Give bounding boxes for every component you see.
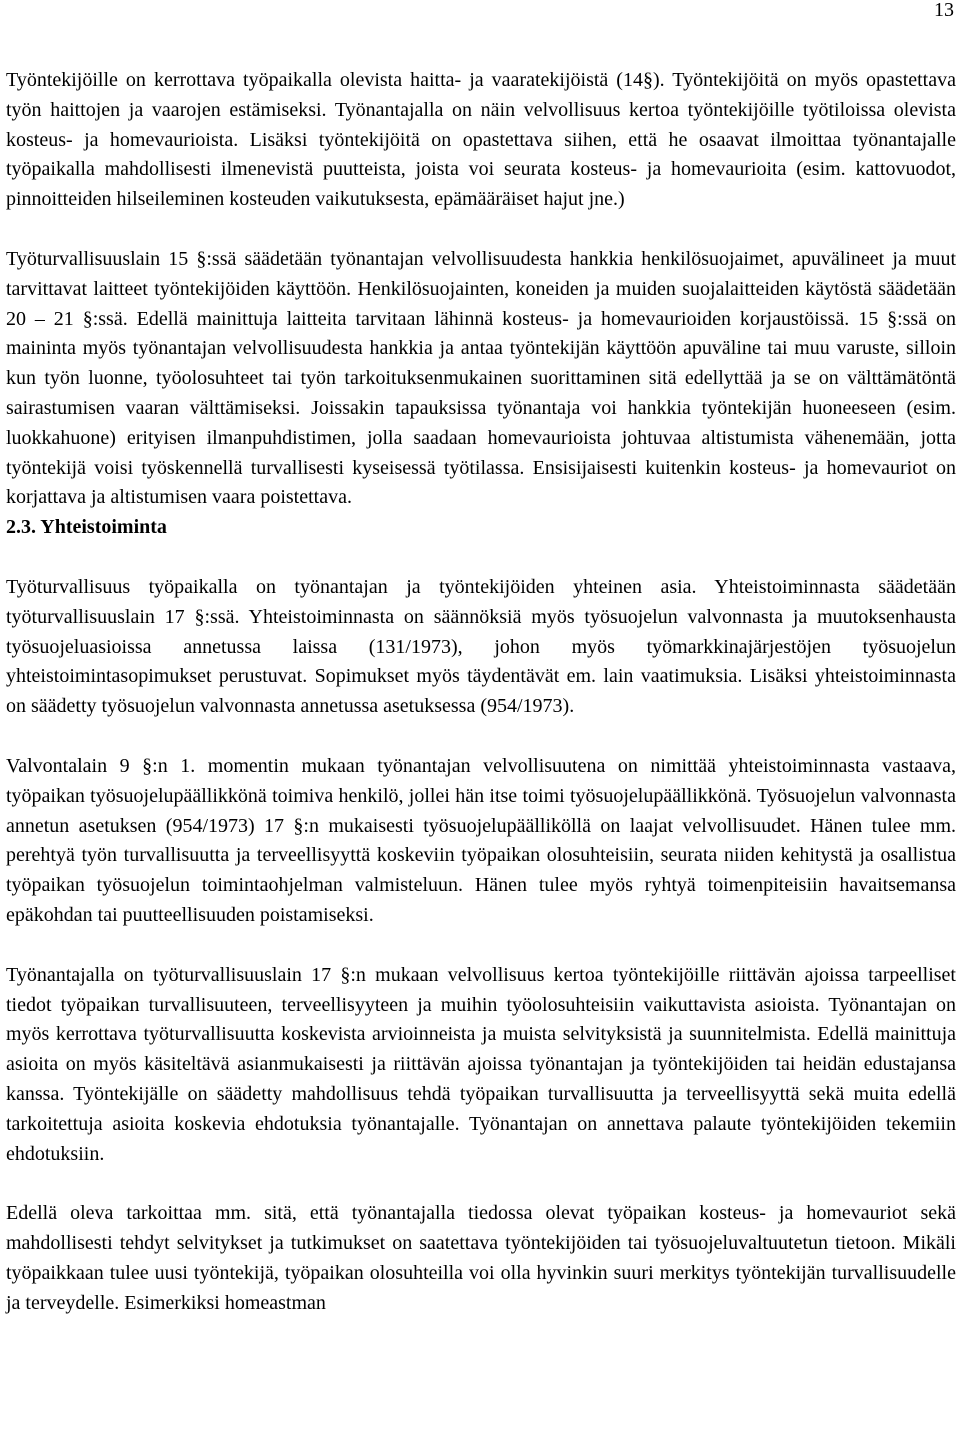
- page-number: 13: [934, 0, 954, 21]
- section-heading: 2.3. Yhteistoiminta: [6, 516, 167, 539]
- paragraph-protective-equipment-text: Työturvallisuuslain 15 §:ssä säädetään työnantajan velvollisuudesta hankkia henkilösuojaimet, apuvälineet ja muut tarvittavat laitteet työntekijöiden käyttöön. Henkilösuojainten, koneiden ja muiden suojalaitteiden käytöstä säädetään 20 – 21 §:ssä. Edellä mainittuja laitteita tarvitaan lähinnä kosteus- ja homevaurioiden korjaustöissä. 15 §:ssä on maininta myös työnantajan velvollisuudesta hankkia ja antaa työntekijän käyttöön apuväline tai muu varuste, silloin kun työn luonne, työolosuhteet tai työn tarkoituksenmukainen suorittaminen sitä edellyttää ja se on välttämätöntä sairastumisen vaaran välttämiseksi. Joissakin tapauksissa työnantaja voi hankkia työntekijän huoneeseen (esim. luokkahuone) erityisen ilmanpuhdistimen, jolla saadaan homevaurioista johtuvaa altistumista vähenemään, jotta työntekijä voisi työskennellä turvallisesti kyseisessä työtilassa. Ensisijaisesti kuitenkin kosteus- ja homevauriot on korjattava ja altistumisen vaara poistettava.: [6, 247, 956, 509]
- paragraph-employer-information-duty: [6, 961, 956, 1170]
- document-body: [6, 66, 956, 1318]
- paragraph-damage-disclosure: [6, 1199, 956, 1318]
- paragraph-hazard-information: [6, 66, 956, 215]
- paragraph-damage-disclosure-text: Edellä oleva tarkoittaa mm. sitä, että työnantajalla tiedossa olevat työpaikan kosteus- ja homevauriot sekä mahdollisesti tehdyt selvitykset ja tutkimukset on saatettava työntekijöiden tai työsuojeluvaltuutetun tietoon. Mikäli työpaikkaan tulee uusi työntekijä, työpaikan olosuhteilla voi olla hyvinkin suuri merkitys työntekijän turvallisuudelle ja terveydelle. Esimerkiksi homeastman: [6, 1202, 956, 1314]
- paragraph-safety-manager-text: Valvontalain 9 §:n 1. momentin mukaan työnantajan velvollisuutena on nimittää yhteistoiminnasta vastaava, työpaikan työsuojelupäällikkönä toimiva henkilö, jollei hän itse toimi työsuojelupäällikkönä. Työsuojelun valvonnasta annetun asetuksen (954/1973) 17 §:n mukaisesti työsuojelupäälliköllä on laajat velvollisuudet. Hänen tulee mm. perehtyä työn turvallisuutta ja terveellisyyttä koskeviin työpaikan olosuhteisiin, seurata niiden kehitystä ja osallistua työpaikan työsuojelun toimintaohjelman valmisteluun. Hänen tulee myös ryhtyä toimenpiteisiin havaitsemansa epäkohdan tai puutteellisuuden poistamiseksi.: [6, 754, 956, 926]
- paragraph-cooperation-text: Työturvallisuus työpaikalla on työnantajan ja työntekijöiden yhteinen asia. Yhteistoiminnasta säädetään työturvallisuuslain 17 §:ssä. Yhteistoiminnasta on säännöksiä myös työsuojelun valvonnasta ja muutoksenhausta työsuojeluasioissa annetussa laissa (131/1973), johon myös työmarkkinajärjestöjen työsuojelun yhteistoimintasopimukset perustuvat. Sopimukset myös täydentävät em. lain vaatimuksia. Lisäksi yhteistoiminnasta on säädetty työsuojelun valvonnasta annetussa asetuksessa (954/1973).: [6, 575, 956, 718]
- paragraph-safety-manager: [6, 752, 956, 931]
- paragraph-hazard-information-text: Työntekijöille on kerrottava työpaikalla olevista haitta- ja vaaratekijöistä (14§). Työntekijöitä on myös opastettava työn haittojen ja vaarojen estämiseksi. Työnantajalla on näin velvollisuus kertoa työntekijöille työtiloissa olevista kosteus- ja homevaurioista. Lisäksi työntekijöitä on opastettava siihen, että he osaavat ilmoittaa työnantajalle työpaikalla mahdollisesti ilmenevistä puutteista, joista voi seurata kosteus- ja homevaurioita (esim. kattovuodot, pinnoitteiden hilseileminen kosteuden vaikutuksesta, epämääräiset hajut jne.): [6, 69, 956, 211]
- paragraph-protective-equipment: [6, 245, 956, 513]
- paragraph-cooperation: [6, 573, 956, 722]
- paragraph-employer-information-duty-text: Työnantajalla on työturvallisuuslain 17 §:n mukaan velvollisuus kertoa työntekijöille riittävän ajoissa tarpeelliset tiedot työpaikan turvallisuuteen, terveellisyyteen ja muihin työolosuhteisiin vaikuttavista asioista. Työnantajan on myös kerrottava työturvallisuutta koskevista arvioinneista ja muista selvityksistä ja suunnitelmista. Edellä mainittuja asioita on myös käsiteltävä asianmukaisesti ja riittävän ajoissa työnantajan ja työntekijöiden tai heidän edustajansa kanssa. Työntekijälle on säädetty mahdollisuus tehdä työpaikan turvallisuutta ja terveellisyyttä sekä muita edellä tarkoitettuja asioita koskevia ehdotuksia työnantajalle. Työnantajan on annettava palaute työntekijöiden tekemiin ehdotuksiin.: [6, 963, 956, 1165]
